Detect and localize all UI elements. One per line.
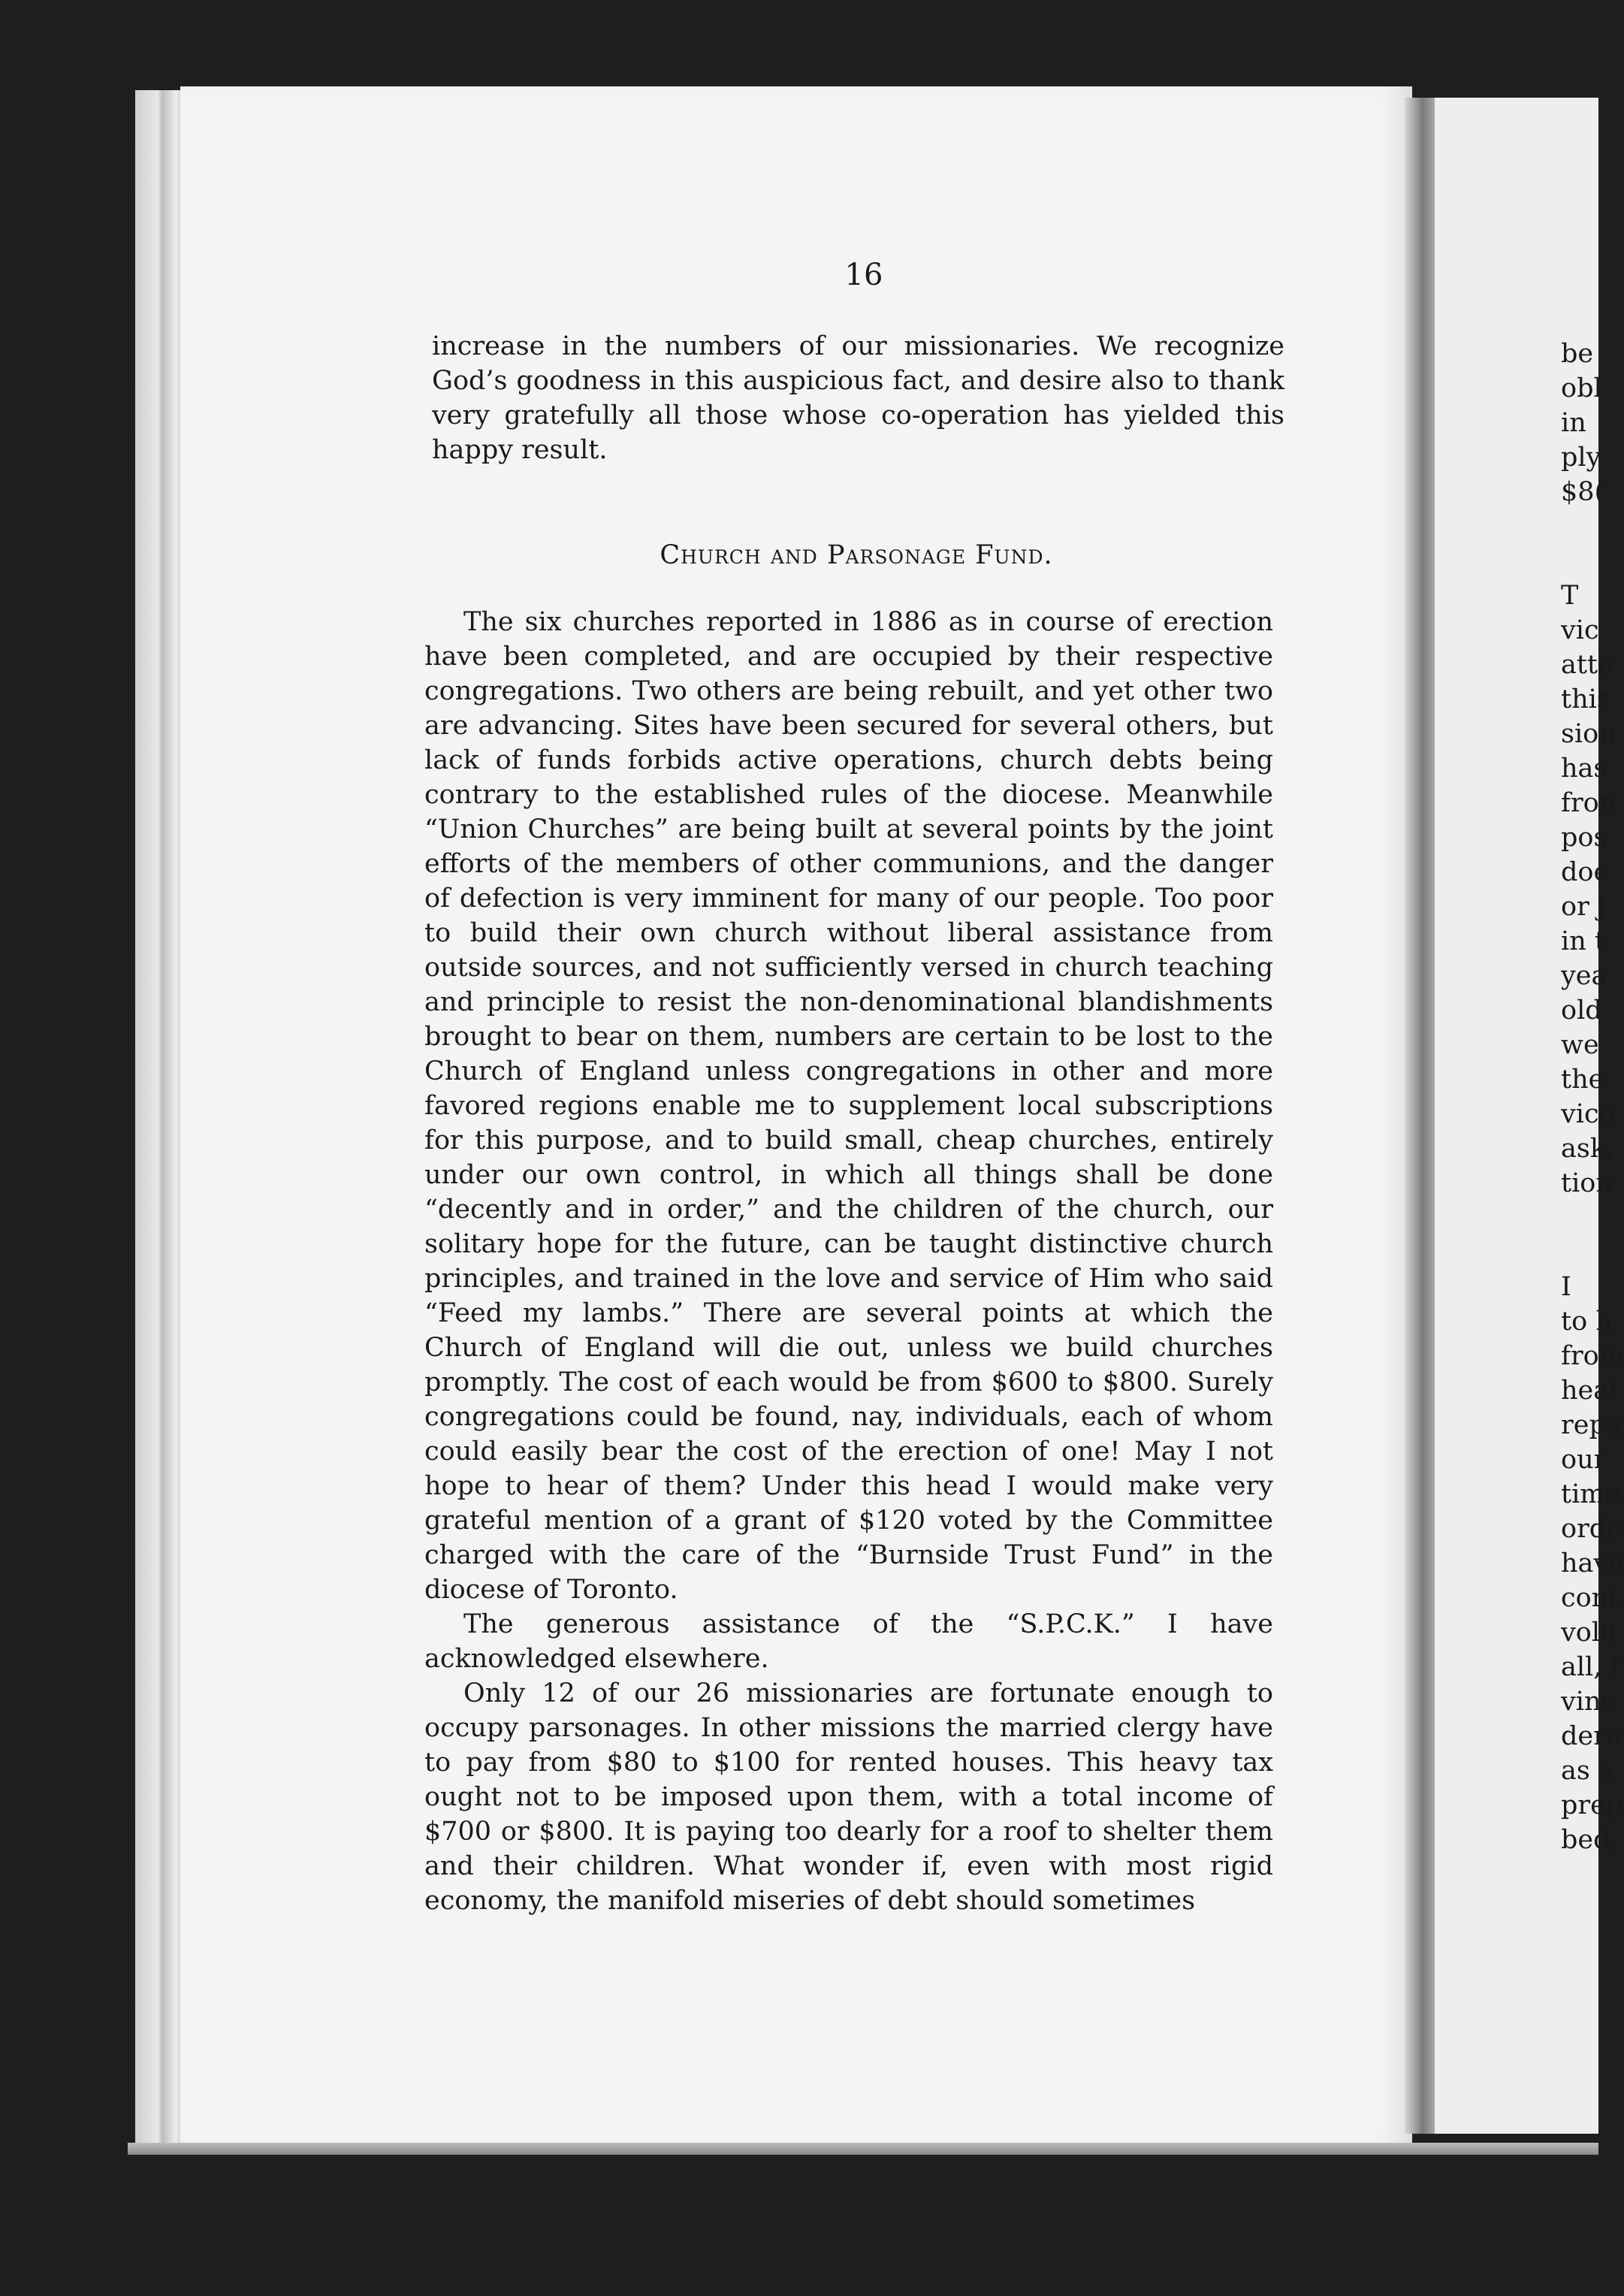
book-gutter: [1405, 98, 1435, 2134]
right-page-line: [1561, 509, 1624, 544]
right-page-line: [1561, 1201, 1624, 1235]
intro-paragraph: [432, 329, 1284, 467]
right-page-line: bed,: [1561, 1825, 1619, 1855]
right-page-line: all, f: [1561, 1652, 1620, 1682]
right-page-line: sion: [1561, 719, 1616, 749]
paragraph: The six churches reported in 1886 as in course of erection have been completed, and are occupied by their respective congregations. Two others are being rebuilt, and yet other two are advancing. Sites have been secured for several others, but lack of funds forbids active operations, church debts being contrary to the established rules of the diocese. Meanwhile “Union Churches” are being built at several points by the joint efforts of the members of other communions, and the danger of defection is very imminent for many of our people. Too poor to build their own church without liberal assistance from outside sources, and not sufficiently versed in church teaching and principle to resist the non-denominational blandishments brought to bear on them, numbers are certain to be lost to the Church of England unless congregations in other and more favored regions enable me to supplement local subscriptions for this purpose, and to build small, cheap churches, entirely under our own control, in which all things shall be done “decently and in order,” and the children of the church, our solitary hope for the future, can be taught distinctive church principles, and trained in the love and service of Him who said “Feed my lambs.” There are several points at which the Church of England will die out, unless we build churches promptly. The cost of each would be from $600 to $800. Surely congregations could be found, nay, individuals, each of whom could easily bear the cost of the erection of one! May I not hope to hear of them? Under this head I would make very grateful mention of a grant of $120 voted by the Committee charged with the care of the “Burnside Trust Fund” in the diocese of Toronto.: [424, 607, 1273, 1605]
right-page-line: doe: [1561, 857, 1610, 887]
paragraph: Only 12 of our 26 missionaries are fortunate enough to occupy parsonages. In other missions the married clergy have to pay from $80 to $100 for rented houses. This heavy tax ought not to be imposed upon them, with a total income of $700 or $800. It is paying too dearly for a roof to shelter them and their children. What wonder if, even with most rigid economy, the manifold miseries of debt should sometimes: [424, 1678, 1273, 1916]
page-bottom-edge: [128, 2143, 1598, 2155]
right-page-line: from: [1561, 1341, 1624, 1371]
right-page-line: as a: [1561, 1756, 1614, 1786]
right-page-line: $8(: [1561, 477, 1605, 507]
right-page-line: yea: [1561, 961, 1607, 991]
right-page-line: to h: [1561, 1307, 1613, 1337]
right-page-line: obl: [1561, 373, 1602, 403]
right-page-line: fron: [1561, 788, 1616, 818]
body-text: [424, 605, 1273, 1918]
page-number: 16: [844, 258, 883, 292]
right-page-line: heal: [1561, 1376, 1618, 1406]
right-page-line: time: [1561, 1479, 1621, 1509]
right-page-line: in: [1561, 408, 1586, 438]
right-page-line: we: [1561, 1030, 1599, 1060]
right-page-line: have: [1561, 1548, 1624, 1578]
right-page-line: vice: [1561, 1099, 1615, 1129]
section-heading: Church and Parsonage Fund.: [660, 540, 1053, 570]
right-page-line: atte: [1561, 650, 1613, 680]
right-page-line: volu: [1561, 1618, 1617, 1648]
right-page-line: repa: [1561, 1410, 1622, 1440]
right-page-line: T: [1561, 581, 1579, 611]
right-page-line: or j: [1561, 892, 1606, 922]
right-page-line: has: [1561, 754, 1607, 784]
right-page-line: [1561, 544, 1624, 579]
right-page-line: old: [1561, 995, 1602, 1026]
right-page-line: vinc: [1561, 1687, 1616, 1717]
right-page-text-fragments: [1561, 337, 1624, 1857]
right-page-line: orde: [1561, 1514, 1622, 1544]
right-page-line: pos: [1561, 823, 1607, 853]
right-page-line: prep: [1561, 1790, 1623, 1820]
right-page-line: tion: [1561, 1168, 1613, 1198]
intro-paragraph-text: increase in the numbers of our missionaries. We recognize God’s goodness in this auspicious fact, and desire also to thank very gratefully all those whose co-operation has yielded this happy result.: [432, 331, 1284, 465]
right-page-line: [1561, 1235, 1624, 1270]
right-page-line: vic: [1561, 615, 1599, 645]
paragraph: The generous assistance of the “S.P.C.K.” I have acknowledged elsewhere.: [424, 1609, 1273, 1674]
right-page-line: the: [1561, 1065, 1604, 1095]
right-page-line: cont: [1561, 1583, 1619, 1613]
right-page-line: in t: [1561, 926, 1605, 956]
right-page-line: ply: [1561, 443, 1601, 473]
right-page-line: dere: [1561, 1721, 1622, 1751]
right-page-line: ask,: [1561, 1134, 1615, 1164]
right-page-line: I: [1561, 1272, 1571, 1302]
right-page-line: this: [1561, 684, 1610, 714]
right-page-line: our: [1561, 1445, 1607, 1475]
right-page-line: be: [1561, 339, 1594, 369]
